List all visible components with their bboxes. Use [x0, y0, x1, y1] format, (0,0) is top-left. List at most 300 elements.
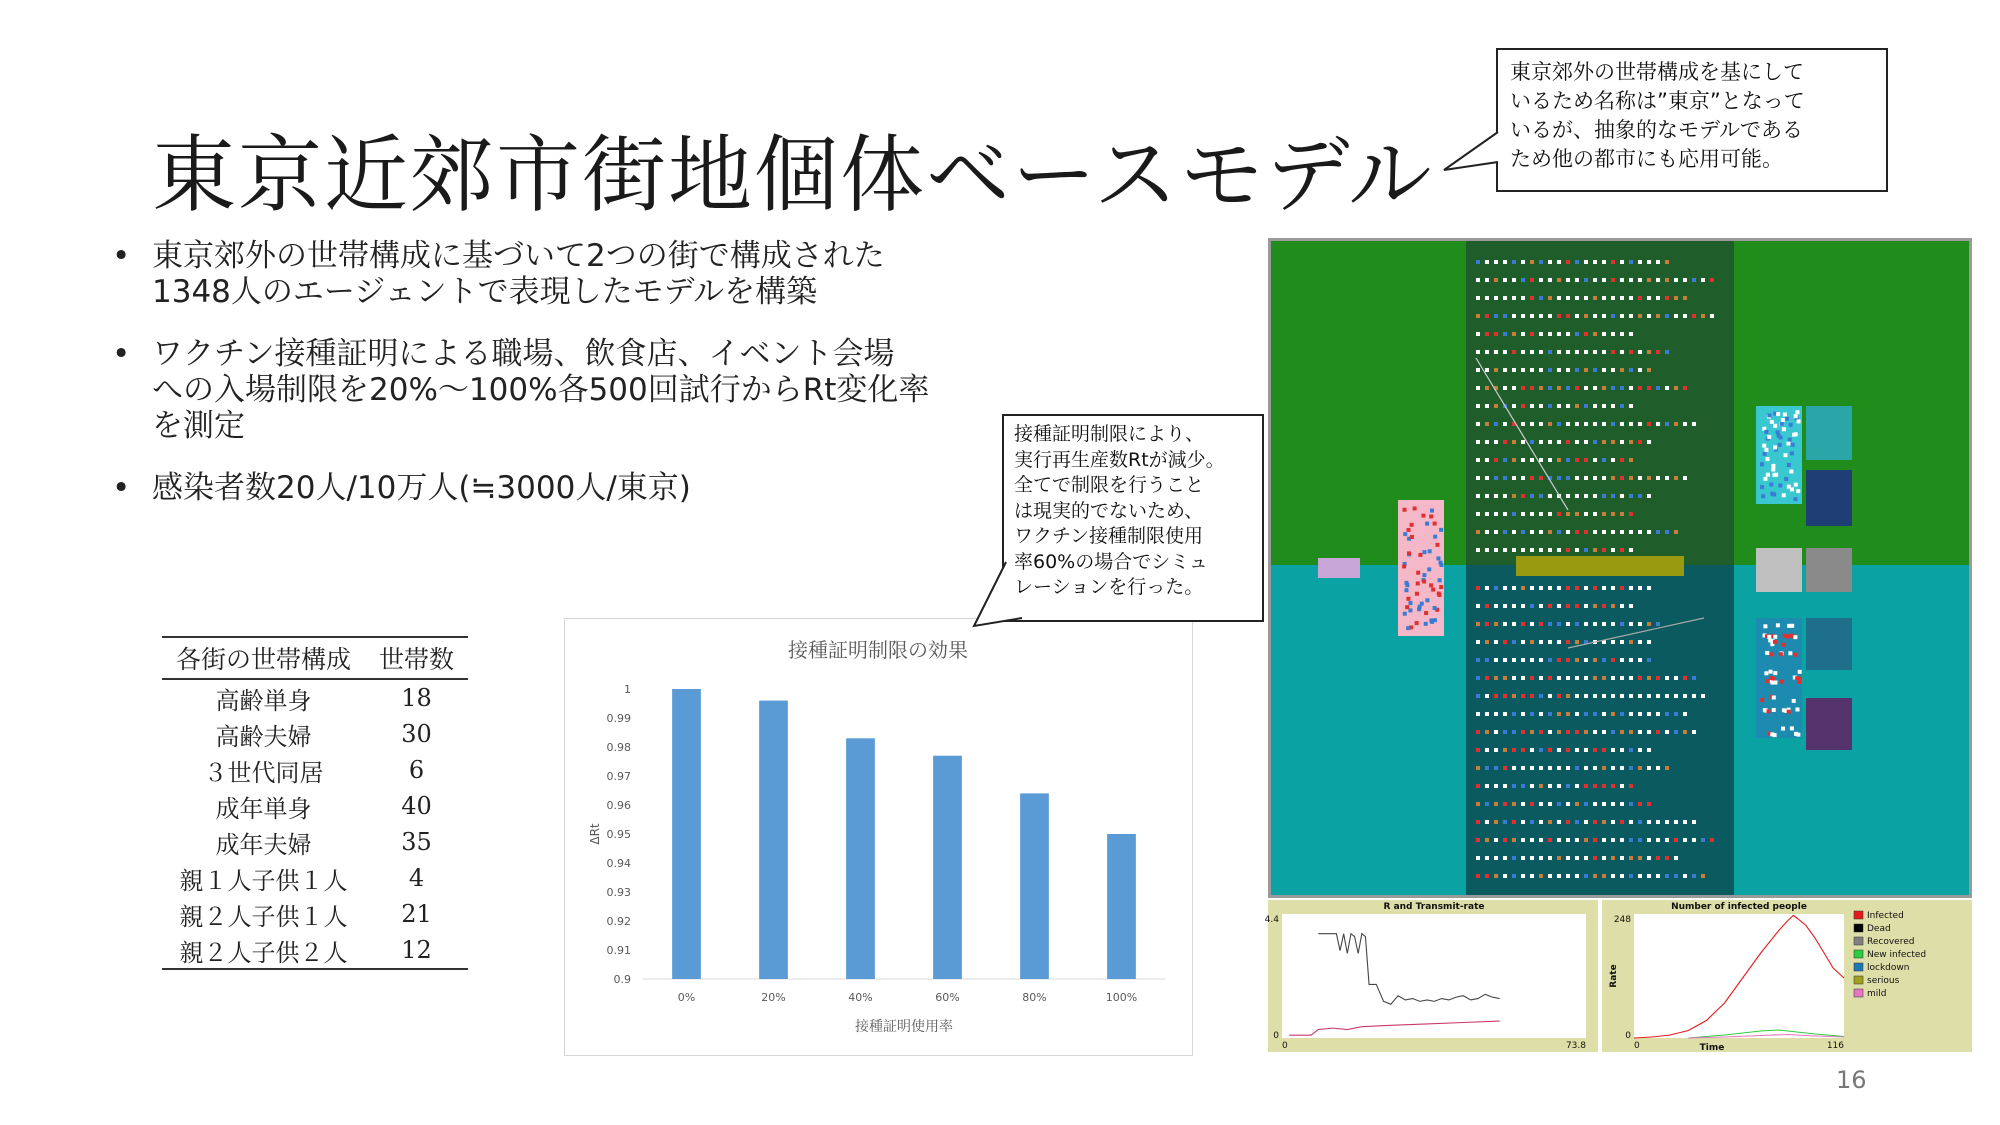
agent-dot: [1629, 784, 1633, 788]
agent-dot: [1638, 296, 1642, 300]
agent-dot: [1611, 314, 1615, 318]
agent-dot: [1764, 430, 1768, 434]
agent-dot: [1593, 586, 1597, 590]
agent-dot: [1548, 548, 1552, 552]
agent-dot: [1773, 635, 1777, 639]
agent-dot: [1763, 452, 1767, 456]
agent-dot: [1575, 712, 1579, 716]
agent-dot: [1530, 494, 1534, 498]
agent-dot: [1656, 622, 1660, 626]
agent-dot: [1539, 512, 1543, 516]
agent-dot: [1521, 856, 1525, 860]
agent-dot: [1575, 820, 1579, 824]
agent-dot: [1539, 640, 1543, 644]
agent-dot: [1521, 586, 1525, 590]
agent-dot: [1503, 332, 1507, 336]
agent-dot: [1557, 838, 1561, 842]
agent-dot: [1638, 622, 1642, 626]
agent-dot: [1503, 476, 1507, 480]
agent-dot: [1485, 548, 1489, 552]
agent-dot: [1611, 512, 1615, 516]
agent-dot: [1629, 622, 1633, 626]
agent-dot: [1503, 260, 1507, 264]
infected-people-plot: [1602, 900, 1972, 1052]
agent-dot: [1428, 549, 1432, 553]
agent-dot: [1593, 548, 1597, 552]
agent-dot: [1584, 314, 1588, 318]
agent-dot: [1539, 658, 1543, 662]
agent-dot: [1512, 838, 1516, 842]
agent-dot: [1772, 696, 1776, 700]
agent-dot: [1611, 874, 1615, 878]
agent-dot: [1485, 766, 1489, 770]
agent-dot: [1602, 766, 1606, 770]
agent-dot: [1557, 676, 1561, 680]
agent-dot: [1557, 548, 1561, 552]
agent-dot: [1593, 874, 1597, 878]
agent-dot: [1665, 386, 1669, 390]
agent-dot: [1512, 260, 1516, 264]
agent-dot: [1530, 368, 1534, 372]
agent-dot: [1548, 730, 1552, 734]
agent-dot: [1647, 494, 1651, 498]
bar: [1020, 793, 1049, 979]
agent-dot: [1638, 494, 1642, 498]
agent-dot: [1593, 766, 1597, 770]
agent-dot: [1767, 435, 1771, 439]
agent-dot: [1611, 476, 1615, 480]
agent-dot: [1476, 530, 1480, 534]
agent-dot: [1485, 404, 1489, 408]
agent-dot: [1494, 350, 1498, 354]
x-tick-label: 0%: [677, 991, 696, 1004]
agent-dot: [1665, 874, 1669, 878]
agent-dot: [1530, 766, 1534, 770]
agent-dot: [1656, 838, 1660, 842]
agent-dot: [1620, 314, 1624, 318]
table-cell: 親２人子供２人: [162, 932, 365, 969]
agent-dot: [1566, 658, 1570, 662]
agent-dot: [1494, 422, 1498, 426]
agent-dot: [1770, 420, 1774, 424]
agent-dot: [1593, 296, 1597, 300]
agent-dot: [1656, 874, 1660, 878]
agent-dot: [1638, 658, 1642, 662]
agent-dot: [1629, 548, 1633, 552]
agent-dot: [1539, 386, 1543, 390]
facility-grey: [1806, 548, 1852, 592]
agent-dot: [1584, 766, 1588, 770]
agent-dot: [1521, 658, 1525, 662]
agent-dot: [1530, 694, 1534, 698]
agent-dot: [1539, 314, 1543, 318]
agent-dot: [1674, 730, 1678, 734]
table-cell: 6: [408, 756, 425, 784]
agent-dot: [1557, 530, 1561, 534]
agent-dot: [1620, 658, 1624, 662]
agent-dot: [1422, 573, 1426, 577]
legend-swatch: [1854, 924, 1863, 932]
agent-dot: [1656, 530, 1660, 534]
agent-dot: [1539, 458, 1543, 462]
agent-dot: [1512, 296, 1516, 300]
agent-dot: [1611, 676, 1615, 680]
agent-dot: [1485, 386, 1489, 390]
agent-dot: [1620, 586, 1624, 590]
agent-dot: [1530, 548, 1534, 552]
agent-dot: [1620, 622, 1624, 626]
y-tick-label: 0.91: [606, 944, 631, 957]
agent-dot: [1665, 296, 1669, 300]
agent-dot: [1530, 838, 1534, 842]
agent-dot: [1512, 604, 1516, 608]
agent-dot: [1539, 548, 1543, 552]
agent-dot: [1548, 440, 1552, 444]
agent-dot: [1773, 640, 1777, 644]
agent-dot: [1656, 766, 1660, 770]
agent-dot: [1575, 676, 1579, 680]
agent-dot: [1521, 874, 1525, 878]
agent-dot: [1548, 640, 1552, 644]
agent-dot: [1701, 314, 1705, 318]
agent-dot: [1786, 442, 1790, 446]
agent-dot: [1557, 422, 1561, 426]
agent-dot: [1476, 604, 1480, 608]
agent-dot: [1683, 476, 1687, 480]
agent-dot: [1566, 586, 1570, 590]
agent-dot: [1797, 419, 1801, 423]
agent-dot: [1611, 548, 1615, 552]
agent-dot: [1433, 606, 1437, 610]
agent-dot: [1773, 733, 1777, 737]
agent-dot: [1638, 586, 1642, 590]
agent-dot: [1485, 350, 1489, 354]
agent-dot: [1435, 543, 1439, 547]
agent-dot: [1794, 483, 1798, 487]
agent-dot: [1557, 512, 1561, 516]
agent-dot: [1512, 314, 1516, 318]
agent-dot: [1521, 640, 1525, 644]
agent-dot: [1548, 748, 1552, 752]
y-top-label: 4.4: [1264, 915, 1279, 925]
bar: [933, 756, 962, 979]
agent-dot: [1494, 622, 1498, 626]
agent-dot: [1790, 451, 1794, 455]
agent-dot: [1793, 653, 1797, 657]
agent-dot: [1539, 604, 1543, 608]
agent-dot: [1593, 332, 1597, 336]
agent-dot: [1584, 386, 1588, 390]
agent-dot: [1494, 476, 1498, 480]
agent-dot: [1530, 856, 1534, 860]
agent-dot: [1422, 580, 1426, 584]
agent-dot: [1701, 874, 1705, 878]
x-tick-label: 100%: [1105, 991, 1138, 1004]
agent-dot: [1476, 296, 1480, 300]
agent-dot: [1602, 260, 1606, 264]
agent-dot: [1593, 458, 1597, 462]
bullet-line: への入場制限を20%～100%各500回試行からRt変化率: [152, 372, 930, 408]
agent-dot: [1793, 497, 1797, 501]
agent-dot: [1647, 386, 1651, 390]
table-cell: 高齢単身: [215, 686, 312, 715]
agent-dot: [1683, 386, 1687, 390]
agent-dot: [1539, 712, 1543, 716]
agent-dot: [1494, 512, 1498, 516]
agent-dot: [1773, 671, 1777, 675]
table-row: [162, 716, 468, 752]
agent-dot: [1494, 784, 1498, 788]
agent-dot: [1787, 463, 1791, 467]
agent-dot: [1530, 440, 1534, 444]
callout-line: 東京郊外の世帯構成を基にして: [1510, 60, 1804, 84]
callout-top-pointer: [1440, 118, 1500, 178]
legend-swatch: [1854, 963, 1863, 971]
agent-dot: [1521, 802, 1525, 806]
agent-dot: [1485, 530, 1489, 534]
agent-dot: [1548, 260, 1552, 264]
agent-dot: [1781, 727, 1785, 731]
agent-dot: [1575, 622, 1579, 626]
agent-dot: [1539, 694, 1543, 698]
agent-dot: [1408, 601, 1412, 605]
plot-title: Number of infected people: [1671, 902, 1807, 912]
agent-dot: [1620, 712, 1624, 716]
agent-dot: [1575, 838, 1579, 842]
agent-dot: [1530, 802, 1534, 806]
agent-dot: [1521, 296, 1525, 300]
agent-dot: [1503, 512, 1507, 516]
agent-dot: [1647, 278, 1651, 282]
agent-dot: [1602, 604, 1606, 608]
agent-dot: [1593, 658, 1597, 662]
agent-dot: [1771, 464, 1775, 468]
agent-dot: [1485, 440, 1489, 444]
agent-dot: [1629, 838, 1633, 842]
agent-dot: [1674, 476, 1678, 480]
agent-dot: [1620, 422, 1624, 426]
agent-dot: [1539, 530, 1543, 534]
agent-dot: [1503, 296, 1507, 300]
agent-dot: [1403, 532, 1407, 536]
agent-dot: [1530, 296, 1534, 300]
agent-dot: [1494, 278, 1498, 282]
agent-dot: [1404, 588, 1408, 592]
agent-dot: [1494, 658, 1498, 662]
agent-dot: [1494, 856, 1498, 860]
agent-dot: [1503, 874, 1507, 878]
agent-dot: [1638, 802, 1642, 806]
agent-dot: [1575, 856, 1579, 860]
agent-dot: [1780, 680, 1784, 684]
agent-dot: [1566, 296, 1570, 300]
agent-dot: [1530, 278, 1534, 282]
agent-dot: [1782, 493, 1786, 497]
agent-dot: [1476, 658, 1480, 662]
agent-dot: [1557, 440, 1561, 444]
agent-dot: [1710, 314, 1714, 318]
agent-dot: [1647, 730, 1651, 734]
agent-dot: [1611, 712, 1615, 716]
y-axis-label: Rate: [1609, 964, 1619, 988]
agent-dot: [1494, 586, 1498, 590]
agent-dot: [1503, 548, 1507, 552]
agent-dot: [1629, 730, 1633, 734]
agent-dot: [1575, 512, 1579, 516]
agent-dot: [1602, 622, 1606, 626]
agent-dot: [1503, 676, 1507, 680]
agent-dot: [1611, 784, 1615, 788]
agent-dot: [1780, 422, 1784, 426]
agent-dot: [1575, 476, 1579, 480]
agent-dot: [1494, 730, 1498, 734]
agent-dot: [1548, 314, 1552, 318]
agent-dot: [1620, 676, 1624, 680]
agent-dot: [1710, 838, 1714, 842]
agent-dot: [1593, 260, 1597, 264]
agent-dot: [1771, 677, 1775, 681]
agent-dot: [1494, 640, 1498, 644]
agent-dot: [1781, 418, 1785, 422]
agent-dot: [1776, 623, 1780, 627]
agent-dot: [1512, 640, 1516, 644]
agent-dot: [1416, 571, 1420, 575]
agent-dot: [1575, 332, 1579, 336]
agent-dot: [1674, 694, 1678, 698]
agent-dot: [1665, 476, 1669, 480]
agent-dot: [1794, 414, 1798, 418]
agent-dot: [1674, 278, 1678, 282]
agent-dot: [1629, 440, 1633, 444]
agent-dot: [1620, 512, 1624, 516]
agent-dot: [1503, 622, 1507, 626]
agent-dot: [1629, 314, 1633, 318]
agent-dot: [1584, 586, 1588, 590]
agent-dot: [1647, 694, 1651, 698]
agent-dot: [1593, 314, 1597, 318]
agent-dot: [1764, 671, 1768, 675]
agent-dot: [1611, 604, 1615, 608]
agent-dot: [1611, 856, 1615, 860]
agent-dot: [1620, 440, 1624, 444]
agent-dot: [1476, 404, 1480, 408]
bullet-line: ワクチン接種証明による職場、飲食店、イベント会場: [152, 336, 895, 372]
agent-dot: [1575, 604, 1579, 608]
agent-dot: [1638, 856, 1642, 860]
agent-dot: [1521, 548, 1525, 552]
legend-swatch: [1854, 989, 1863, 997]
agent-dot: [1476, 260, 1480, 264]
agent-dot: [1521, 422, 1525, 426]
r-transmit-rate-plot: [1264, 900, 1598, 1052]
table-row: [162, 679, 468, 716]
agent-dot: [1638, 712, 1642, 716]
bar-chart-svg: [565, 619, 1192, 1055]
agent-dot: [1485, 332, 1489, 336]
agent-dot: [1476, 766, 1480, 770]
agent-dot: [1611, 694, 1615, 698]
town-a-residential: [1466, 241, 1734, 565]
agent-dot: [1431, 588, 1435, 592]
agent-dot: [1575, 658, 1579, 662]
agent-dot: [1647, 820, 1651, 824]
table-cell: 高齢夫婦: [215, 722, 312, 751]
agent-dot: [1566, 512, 1570, 516]
agent-dot: [1415, 621, 1419, 625]
legend-label: serious: [1867, 976, 1900, 986]
agent-dot: [1575, 694, 1579, 698]
agent-dot: [1647, 712, 1651, 716]
agent-dot: [1575, 404, 1579, 408]
agent-dot: [1647, 440, 1651, 444]
agent-dot: [1701, 278, 1705, 282]
table-cell: 成年単身: [215, 794, 312, 823]
agent-dot: [1512, 476, 1516, 480]
agent-dot: [1566, 802, 1570, 806]
agent-dot: [1629, 260, 1633, 264]
agent-dot: [1521, 676, 1525, 680]
agent-dot: [1521, 784, 1525, 788]
agent-dot: [1437, 593, 1441, 597]
agent-dot: [1512, 766, 1516, 770]
agent-dot: [1602, 368, 1606, 372]
agent-dot: [1692, 278, 1696, 282]
agent-dot: [1761, 494, 1765, 498]
agent-dot: [1521, 766, 1525, 770]
agent-dot: [1602, 476, 1606, 480]
agent-dot: [1611, 458, 1615, 462]
agent-dot: [1512, 658, 1516, 662]
agent-dot: [1602, 694, 1606, 698]
agent-dot: [1548, 712, 1552, 716]
agent-dot: [1476, 856, 1480, 860]
agent-dot: [1539, 874, 1543, 878]
agent-dot: [1425, 522, 1429, 526]
agent-dot: [1403, 508, 1407, 512]
agent-dot: [1539, 730, 1543, 734]
bullet-line: 感染者数20人/10万人(≒3000人/東京): [152, 470, 691, 506]
agent-dot: [1557, 820, 1561, 824]
agent-dot: [1787, 710, 1791, 714]
agent-dot: [1760, 462, 1764, 466]
agent-dot: [1539, 350, 1543, 354]
agent-dot: [1530, 512, 1534, 516]
agent-dot: [1647, 640, 1651, 644]
agent-dot: [1566, 604, 1570, 608]
agent-dot: [1629, 512, 1633, 516]
agent-dot: [1790, 487, 1794, 491]
agent-dot: [1629, 802, 1633, 806]
agent-dot: [1494, 712, 1498, 716]
callout-line: いるが、抽象的なモデルである: [1510, 118, 1803, 142]
agent-dot: [1530, 314, 1534, 318]
agent-dot: [1530, 458, 1534, 462]
agent-dot: [1656, 278, 1660, 282]
agent-dot: [1494, 296, 1498, 300]
agent-dot: [1593, 368, 1597, 372]
agent-dot: [1665, 350, 1669, 354]
agent-dot: [1557, 694, 1561, 698]
agent-dot: [1593, 622, 1597, 626]
agent-dot: [1767, 635, 1771, 639]
agent-dot: [1575, 260, 1579, 264]
agent-dot: [1593, 802, 1597, 806]
agent-dot: [1602, 440, 1606, 444]
agent-dot: [1647, 314, 1651, 318]
agent-dot: [1638, 874, 1642, 878]
agent-dot: [1539, 802, 1543, 806]
agent-dot: [1701, 838, 1705, 842]
